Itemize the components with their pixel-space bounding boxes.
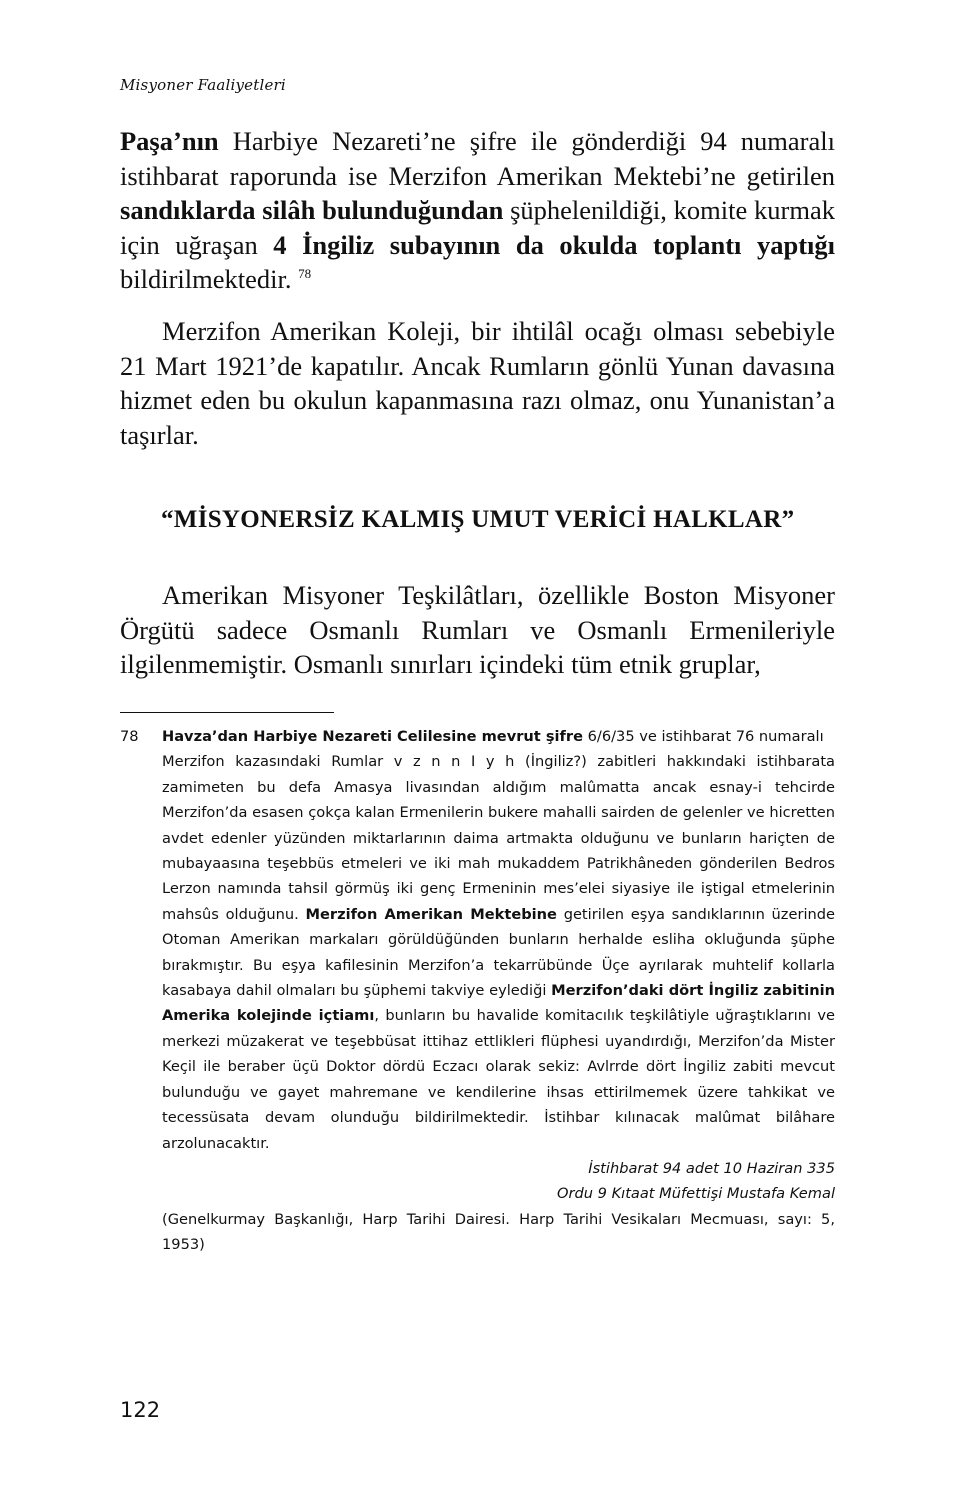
bold-phrase: Paşa’nın: [120, 126, 219, 156]
page-number: 122: [120, 1398, 161, 1422]
paragraph-1: [120, 124, 835, 297]
running-header: Misyoner Faaliyetleri: [120, 76, 286, 94]
bold-phrase: sandıklarda silâh bulunduğundan: [120, 195, 504, 225]
footnote-text: , bunların bu havalide komitacılık teşkilâtiyle uğraştıklarını ve merkezi müzakerat ve teşebbüsat ittihaz ettlikleri flüphesi uyandırdığı, Merzifon’da Mister Keçil ile beraber üçü Doktor dördü Eczacı olarak sekiz: Avlrrde dört İngiliz zabiti mevcut bulunduğu ve gayet mahremane ve kendilerine ihsas ettirilmemek üzere tahkikat ve tecessüsata devam olunduğu bildirilmektedir. İstihbar kılınacak malûmat bilâhare arzolunacaktır.: [162, 1007, 835, 1152]
footnote-text: Merzifon kazasındaki Rumlar v z n n I y h (İngiliz?) zabitleri hakkındaki istihbarata zamimeten bu defa Amasya livasından aldığım malûmatta ancak esnay-i tehcirde Merzifon’da esasen çokça kalan Ermenilerin bukere mahalli sairden de gelenler ve hicretten avdet edenler yüzünden miktarlarının daima artmakta olduğunu ve bunların hariçten de mubayaasına teşebbüs etmeleri ve iki mah mukaddem Patrikhâneden gönderilen Bedros Lerzon namında tahsil görmüş iki genç Ermeninin mes’elei siyasiye ile iştigal etmelerinin mahsûs olduğunu.: [162, 753, 835, 923]
paragraph-text: Harbiye Nezareti’ne şifre ile gönderdiği 94 numaralı istihbarat raporunda ise Merzifon Amerikan Mektebi’ne getirilen: [120, 126, 835, 191]
footnote-body: [162, 724, 835, 1258]
footnote-reference[interactable]: 78: [298, 266, 312, 282]
paragraph-2: [120, 314, 835, 452]
footnote-bold: Merzifon Amerikan Mektebine: [305, 905, 557, 923]
footnote-divider: [120, 712, 334, 713]
footnote-title: Havza’dan Harbiye Nezareti Celilesine mevrut şifre: [162, 728, 583, 745]
paragraph-text: Merzifon Amerikan Koleji, bir ihtilâl ocağı olması sebebiyle 21 Mart 1921’de kapatılır. Ancak Rumların gönlü Yunan davasına hizmet eden bu okulun kapanmasına razı olmaz, onu Yunanistan’a taşırlar.: [120, 316, 835, 450]
paragraph-text: bildirilmektedir.: [120, 264, 292, 294]
footnote-bold: Merzifon’daki dört İngiliz zabitinin Amerika kolejinde içtiamı: [162, 982, 835, 1025]
bold-phrase: 4 İngiliz subayının da okulda toplantı yaptığı: [273, 229, 835, 260]
section-heading: “MİSYONERSİZ KALMIŞ UMUT VERİCİ HALKLAR”: [161, 506, 795, 533]
paragraph-text: şüphelenildiği, komite kurmak için uğraşan: [120, 195, 835, 260]
paragraph-text: Amerikan Misyoner Teşkilâtları, özellikle Boston Misyoner Örgütü sadece Osmanlı Rumları ve Osmanlı Ermenileriyle ilgilenmemiştir. Osmanlı sınırları içindeki tüm etnik gruplar,: [120, 580, 835, 679]
paragraph-3: [120, 578, 835, 682]
footnote-signature-line-1: İstihbarat 94 adet 10 Haziran 335: [588, 1159, 835, 1177]
footnote-signature-line-2: Ordu 9 Kıtaat Müfettişi Mustafa Kemal: [557, 1185, 835, 1203]
footnote-number: 78: [120, 728, 139, 745]
footnote-source: (Genelkurmay Başkanlığı, Harp Tarihi Dairesi. Harp Tarihi Vesikaları Mecmuası, sayı: 5, 1953): [162, 1210, 835, 1254]
footnote-title-rest: 6/6/35 ve istihbarat 76 numaralı: [583, 728, 824, 745]
footnote: [120, 724, 835, 1258]
footnote-text: getirilen eşya sandıklarının üzerinde Otoman Amerikan markaları görüldüğünden bunların herhalde esliha okluğunda şüphe bırakmıştır. Bu eşya kafilesinin Merzifon’a tekarrübünde Üçe ayrılarak muhtelif kollarla kasabaya dahil olmaları bu şüphemi takviye eylediği: [162, 905, 835, 1000]
